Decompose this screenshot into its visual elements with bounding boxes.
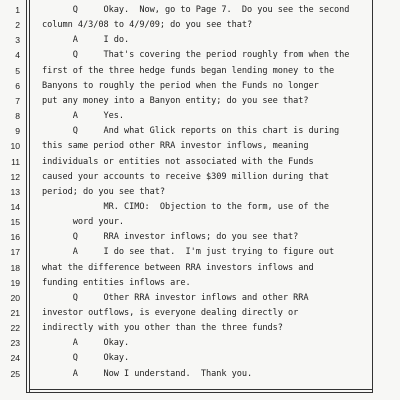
line-number: 20 bbox=[10, 292, 20, 303]
line-number: 4 bbox=[15, 50, 20, 61]
bottom-rule-outer bbox=[26, 392, 373, 393]
transcript-line bbox=[0, 215, 400, 229]
line-text: this same period other RRA investor inflows, meaning bbox=[42, 141, 309, 152]
line-text: A Now I understand. Thank you. bbox=[42, 368, 253, 379]
line-number: 5 bbox=[15, 65, 20, 76]
transcript-line bbox=[0, 336, 400, 350]
line-number: 17 bbox=[10, 247, 20, 258]
line-text: indirectly with you other than the three funds? bbox=[42, 323, 283, 334]
line-text: individuals or entities not associated with the Funds bbox=[42, 156, 314, 167]
line-number: 23 bbox=[10, 338, 20, 349]
line-number: 8 bbox=[15, 111, 20, 122]
transcript-line bbox=[0, 261, 400, 275]
line-number: 9 bbox=[15, 126, 20, 137]
transcript-line bbox=[0, 351, 400, 365]
line-text: caused your accounts to receive $309 million during that bbox=[42, 171, 329, 182]
line-number: 21 bbox=[10, 308, 20, 318]
line-text: Q Okay. Now, go to Page 7. Do you see the second bbox=[42, 5, 350, 15]
transcript-line bbox=[0, 155, 400, 169]
line-text: word your. bbox=[42, 217, 124, 228]
line-text: A Yes. bbox=[42, 111, 124, 122]
line-number: 25 bbox=[10, 368, 20, 379]
line-text: Q That's covering the period roughly from when the bbox=[42, 50, 350, 61]
transcript-line bbox=[0, 291, 400, 305]
transcript-line bbox=[0, 139, 400, 153]
line-text: first of the three hedge funds began lending money to the bbox=[42, 65, 335, 76]
line-number: 11 bbox=[11, 156, 20, 167]
line-text: Q Other RRA investor inflows and other RRA bbox=[42, 292, 309, 303]
line-text: Q And what Glick reports on this chart is during bbox=[42, 126, 340, 137]
line-number: 16 bbox=[10, 232, 20, 243]
transcript-line bbox=[0, 200, 400, 214]
line-text: funding entities inflows are. bbox=[42, 277, 191, 288]
bottom-rule-inner bbox=[29, 389, 373, 390]
transcript-line bbox=[0, 367, 400, 381]
line-text: period; do you see that? bbox=[42, 186, 165, 197]
line-number: 12 bbox=[10, 171, 20, 182]
transcript-line bbox=[0, 3, 400, 17]
line-text: investor outflows, is everyone dealing directly or bbox=[42, 308, 299, 318]
line-number: 15 bbox=[10, 217, 20, 228]
transcript-line bbox=[0, 18, 400, 32]
line-text: Banyons to roughly the period when the Funds no longer bbox=[42, 80, 319, 91]
line-number: 18 bbox=[10, 262, 20, 273]
transcript-line bbox=[0, 230, 400, 244]
transcript-line bbox=[0, 306, 400, 320]
transcript-line bbox=[0, 64, 400, 78]
transcript-line bbox=[0, 94, 400, 108]
transcript-line bbox=[0, 276, 400, 290]
line-number: 2 bbox=[15, 20, 20, 31]
line-number: 7 bbox=[15, 95, 20, 106]
line-text: what the difference between RRA investors inflows and bbox=[42, 262, 314, 273]
line-text: A I do. bbox=[42, 35, 130, 46]
line-text: MR. CIMO: Objection to the form, use of the bbox=[42, 201, 329, 212]
line-text: column 4/3/08 to 4/9/09; do you see that? bbox=[42, 20, 253, 31]
line-number: 6 bbox=[15, 80, 20, 91]
transcript-line bbox=[0, 79, 400, 93]
transcript-line bbox=[0, 245, 400, 259]
line-number: 13 bbox=[10, 186, 20, 197]
line-number: 10 bbox=[10, 141, 20, 152]
transcript-line bbox=[0, 185, 400, 199]
line-text: Q Okay. bbox=[42, 353, 130, 364]
transcript-line bbox=[0, 321, 400, 335]
transcript-line bbox=[0, 48, 400, 62]
transcript-line bbox=[0, 109, 400, 123]
line-number: 1 bbox=[15, 5, 20, 15]
line-number: 3 bbox=[15, 35, 20, 46]
transcript-line bbox=[0, 33, 400, 47]
line-text: A Okay. bbox=[42, 338, 130, 349]
line-number: 24 bbox=[10, 353, 20, 364]
line-text: A I do see that. I'm just trying to figure out bbox=[42, 247, 335, 258]
transcript-line bbox=[0, 170, 400, 184]
line-number: 14 bbox=[10, 201, 20, 212]
transcript-line bbox=[0, 124, 400, 138]
line-text: Q RRA investor inflows; do you see that? bbox=[42, 232, 299, 243]
line-number: 19 bbox=[10, 277, 20, 288]
line-text: put any money into a Banyon entity; do you see that? bbox=[42, 95, 309, 106]
line-number: 22 bbox=[10, 323, 20, 334]
